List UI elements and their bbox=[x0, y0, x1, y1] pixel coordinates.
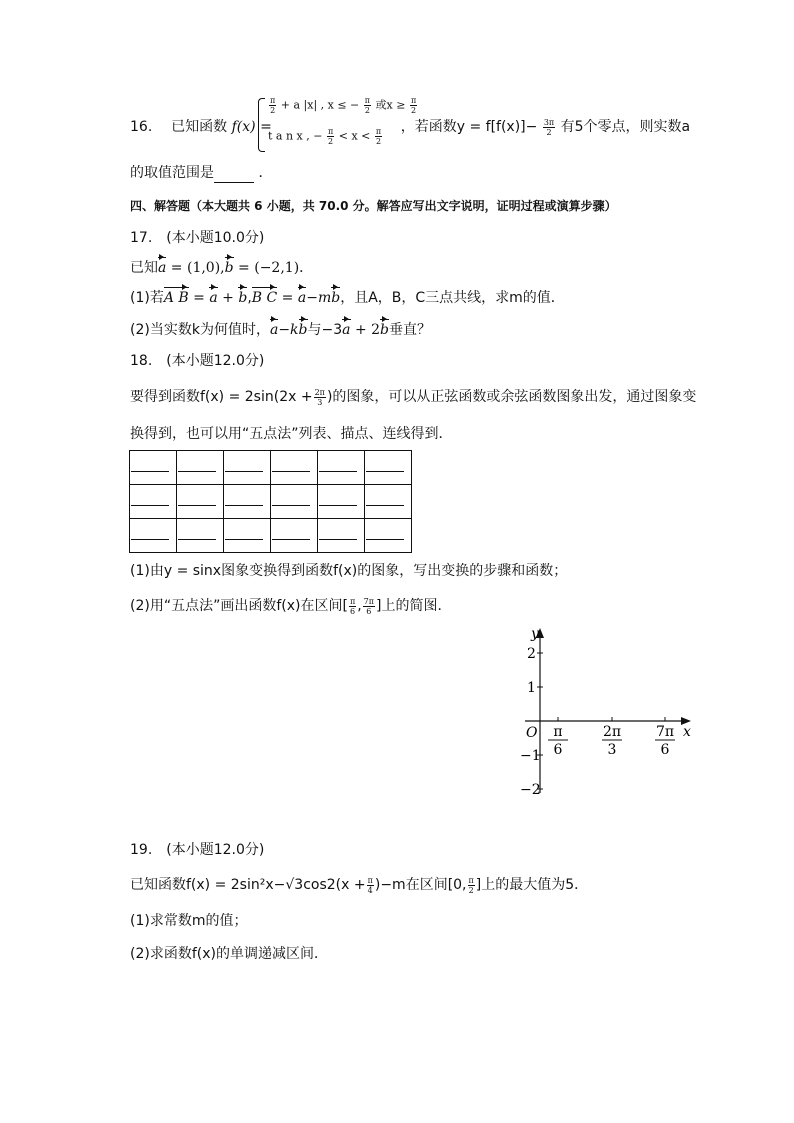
q16-line2: 的取值范围是 ． bbox=[130, 165, 273, 181]
q17-given: 已知a = (1,0),b = (−2,1)． bbox=[130, 260, 314, 276]
y-tick-label: −2 bbox=[520, 782, 541, 798]
table-row bbox=[130, 485, 412, 519]
table-cell[interactable] bbox=[177, 519, 224, 553]
q17-header: 17. (本小题10.0分) bbox=[130, 230, 265, 246]
x-ticks bbox=[548, 717, 675, 758]
y-tick-label: 2 bbox=[527, 646, 536, 662]
q17-part2: (2)当实数k为何值时，a−kb与−3a + 2b垂直？ bbox=[130, 322, 432, 338]
five-point-table bbox=[129, 450, 412, 553]
q16-case2: t a n x , − $\frac{\pi}{2}$ < x < $\frac{\pi}{2}$ bbox=[268, 127, 382, 146]
table-cell[interactable] bbox=[130, 519, 177, 553]
q19-header: 19. (本小题12.0分) bbox=[130, 842, 265, 858]
x-tick-denominator: 6 bbox=[553, 742, 563, 758]
piecewise-brace bbox=[258, 98, 265, 152]
x-tick-denominator: 3 bbox=[607, 742, 617, 758]
x-axis-label: x bbox=[683, 724, 691, 740]
q18-header: 18. (本小题12.0分) bbox=[130, 353, 265, 369]
answer-blank[interactable] bbox=[214, 168, 254, 183]
x-tick-numerator: π bbox=[553, 724, 563, 740]
q16-tail: ，若函数y = f[f(x)]− bbox=[400, 119, 538, 135]
table-cell[interactable] bbox=[177, 451, 224, 485]
q18-part1: (1)由y = sinx图象变换得到函数f(x)的图象，写出变换的步骤和函数； bbox=[130, 563, 568, 579]
table-cell[interactable] bbox=[130, 451, 177, 485]
table-cell[interactable] bbox=[271, 485, 318, 519]
q16-case1: $\frac{\pi}{2}$ + a |x| , x ≤ − $\frac{\pi}{2}$ 或x ≥ $\frac{\pi}{2}$ bbox=[270, 96, 417, 115]
table-cell[interactable] bbox=[365, 485, 412, 519]
x-tick-denominator: 6 bbox=[660, 742, 670, 758]
origin-label: O bbox=[526, 725, 538, 741]
y-axis-label: y bbox=[531, 626, 539, 642]
y-tick-label: 1 bbox=[527, 680, 536, 696]
table-cell[interactable] bbox=[365, 451, 412, 485]
table-row bbox=[130, 451, 412, 485]
q19-part2: (2)求函数f(x)的单调递减区间． bbox=[130, 946, 328, 962]
q16-intro: 已知函数 bbox=[171, 119, 228, 135]
q16-tail2: 有5个零点，则实数a bbox=[560, 119, 691, 135]
table-cell[interactable] bbox=[318, 519, 365, 553]
q18-part2: (2)用“五点法”画出函数f(x)在区间[ $\frac{\pi}{6}$ , $\frac{7\pi}{6}$ ]上的简图． bbox=[130, 596, 452, 616]
table-cell[interactable] bbox=[224, 485, 271, 519]
q16-line1 bbox=[130, 117, 690, 137]
table-cell[interactable] bbox=[271, 451, 318, 485]
section-4-heading: 四、解答题（本大题共 6 小题，共 70.0 分。解答应写出文字说明，证明过程或演算步骤） bbox=[130, 199, 617, 213]
x-tick-numerator: 2π bbox=[602, 724, 622, 740]
table-cell[interactable] bbox=[318, 451, 365, 485]
table-cell[interactable] bbox=[271, 519, 318, 553]
table-cell[interactable] bbox=[130, 485, 177, 519]
q19-line1: 已知函数f(x) = 2sin²x−√3cos2(x + $\frac{\pi}{4}$ )−m在区间[0, $\frac{\pi}{2}$ ]上的最大值为5． bbox=[130, 875, 589, 895]
table-cell[interactable] bbox=[177, 485, 224, 519]
q19-part1: (1)求常数m的值； bbox=[130, 913, 248, 929]
q16-frac-3pi-2: $\frac{3\pi}{2}$ bbox=[543, 117, 555, 137]
q17-part1: (1)若A B = a + b,B C = a−mb，且A，B，C三点共线，求m的值． bbox=[130, 290, 565, 306]
table-cell[interactable] bbox=[365, 519, 412, 553]
table-cell[interactable] bbox=[224, 451, 271, 485]
table-row bbox=[130, 519, 412, 553]
table-cell[interactable] bbox=[224, 519, 271, 553]
q18-line2: 换得到，也可以用“五点法”列表、描点、连线得到． bbox=[130, 426, 453, 442]
x-tick-numerator: 7π bbox=[655, 724, 675, 740]
q16-number: 16. bbox=[130, 119, 153, 135]
y-tick-label: −1 bbox=[520, 748, 541, 764]
q18-line1: 要得到函数f(x) = 2sin(2x + $\frac{2\pi}{3}$ )的图象，可以从正弦函数或余弦函数图象出发，通过图象变 bbox=[130, 387, 697, 407]
coordinate-axes bbox=[515, 625, 705, 805]
table-cell[interactable] bbox=[318, 485, 365, 519]
q16-f-label: f(x) = bbox=[231, 119, 272, 135]
